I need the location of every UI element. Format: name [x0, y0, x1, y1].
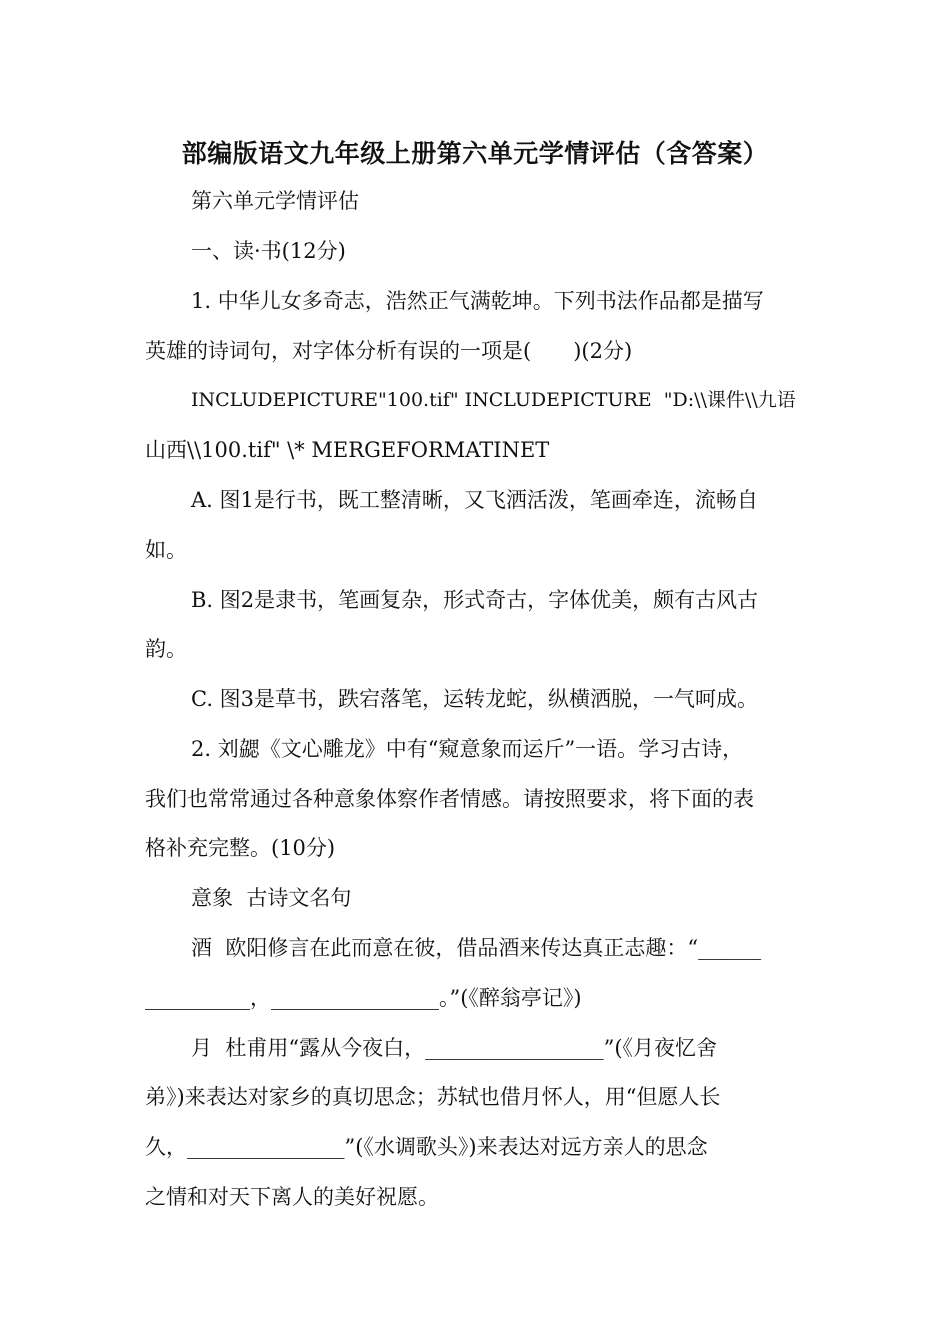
question-1-line-1: 1. 中华儿女多奇志，浩然正气满乾坤。下列书法作品都是描写 [191, 289, 764, 313]
field-code-line-1: INCLUDEPICTURE"100.tif" INCLUDEPICTURE "D:\\课件\\九语 [191, 389, 796, 411]
question-2-line-2: 我们也常常通过各种意象体察作者情感。请按照要求，将下面的表 [145, 787, 754, 811]
row-wine-line-2: __________，________________。”(《醉翁亭记》) [145, 986, 582, 1010]
question-2-line-3: 格补充完整。(10分) [145, 836, 336, 860]
option-a-line-2: 如。 [145, 538, 187, 562]
option-a-line-1: A. 图1是行书，既工整清晰，又飞洒活泼，笔画牵连，流畅自 [191, 488, 758, 512]
row-wine-line-1: 酒 欧阳修言在此而意在彼，借品酒来传达真正志趣：“______ [191, 936, 762, 960]
question-1-line-2: 英雄的诗词句，对字体分析有误的一项是( )(2分) [145, 339, 633, 363]
section-heading-reading: 一、读·书(12分) [191, 239, 346, 263]
table-header: 意象 古诗文名句 [191, 886, 352, 910]
option-c-line-1: C. 图3是草书，跌宕落笔，运转龙蛇，纵横洒脱，一气呵成。 [191, 687, 759, 711]
field-code-line-2: 山西\\100.tif" \* MERGEFORMATINET [145, 438, 550, 462]
document-title: 部编版语文九年级上册第六单元学情评估（含答案） [181, 139, 769, 168]
question-2-line-1: 2. 刘勰《文心雕龙》中有“窥意象而运斤”一语。学习古诗， [191, 737, 744, 761]
row-moon-line-3: 久，_______________”(《水调歌头》)来表达对远方亲人的思念 [145, 1135, 708, 1159]
option-b-line-1: B. 图2是隶书，笔画复杂，形式奇古，字体优美，颇有古风古 [191, 588, 759, 612]
row-moon-line-1: 月 杜甫用“露从今夜白，_________________”(《月夜忆舍 [191, 1036, 718, 1060]
option-b-line-2: 韵。 [145, 637, 187, 661]
row-moon-line-2: 弟》)来表达对家乡的真切思念；苏轼也借月怀人，用“但愿人长 [145, 1085, 721, 1109]
section-subtitle: 第六单元学情评估 [191, 189, 359, 213]
row-moon-line-4: 之情和对天下离人的美好祝愿。 [145, 1185, 439, 1209]
